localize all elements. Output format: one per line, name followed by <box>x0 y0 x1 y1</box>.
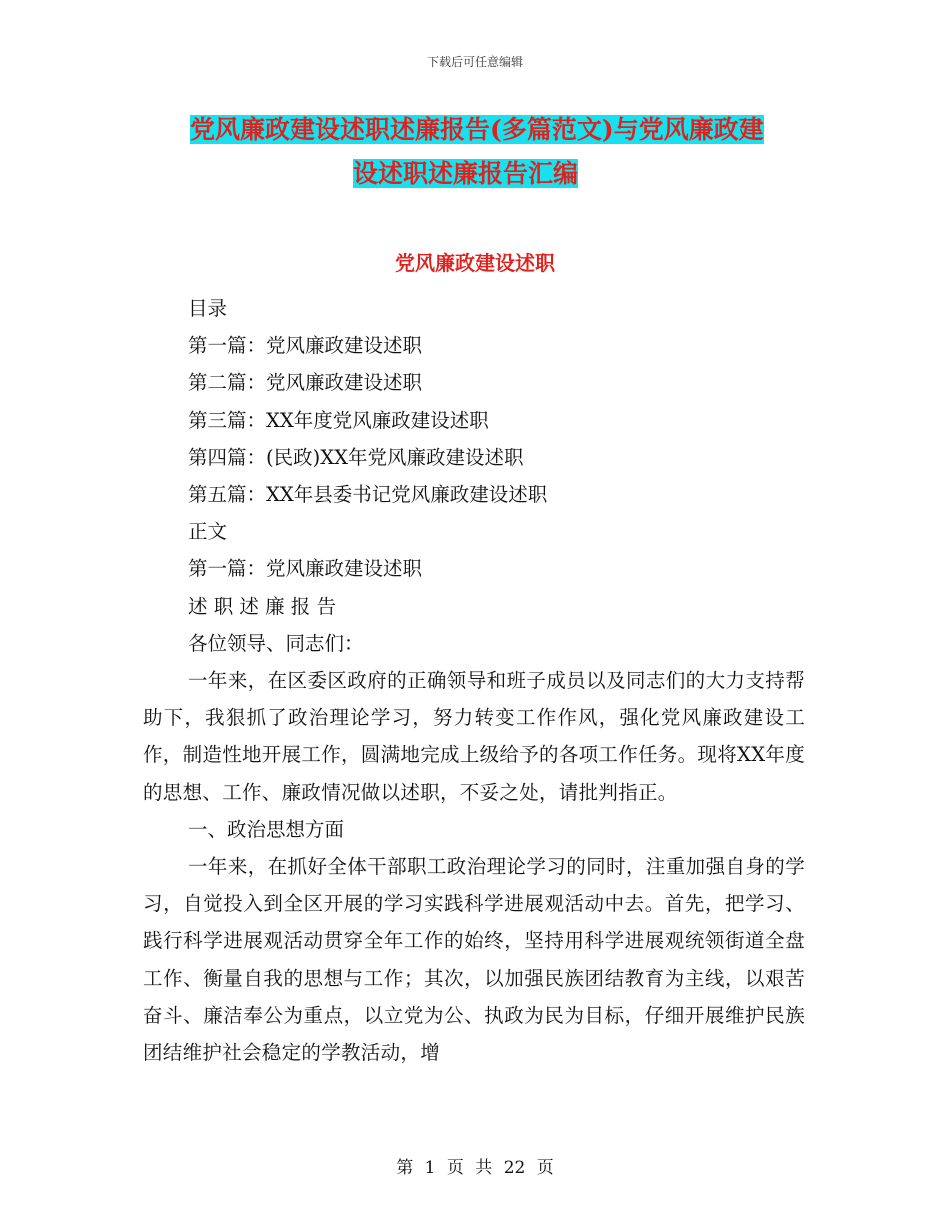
document-title-line-2 <box>190 152 810 196</box>
toc-item: 第五篇：XX年县委书记党风廉政建设述职 <box>188 483 548 507</box>
toc-item: 第一篇：党风廉政建设述职 <box>188 334 423 358</box>
page-footer: 第 1 页 共 22 页 <box>396 1158 554 1178</box>
title-highlight: 设述职述廉报告汇编 <box>353 159 579 188</box>
document-body <box>143 290 805 1071</box>
header-note: 下载后可任意编辑 <box>426 55 523 69</box>
toc-heading: 目录 <box>188 297 228 320</box>
first-article-heading: 第一篇：党风廉政建设述职 <box>188 557 423 581</box>
section-paragraph: 一年来，在抓好全体干部职工政治理论学习的同时，注重加强自身的学习，自觉投入到全区开展的学习实践科学进展观活动中去。首先，把学习、践行科学进展观活动贯穿全年工作的始终，坚持用科学进展观统领街道全盘工作、衡量自我的思想与工作；其次，以加强民族团结教育为主线，以艰苦奋斗、廉洁奉公为重点，以立党为公、执政为民为目标，仔细开展维护民族团结维护社会稳定的学教活动，增 <box>143 855 805 1065</box>
salutation: 各位领导、同志们： <box>188 631 364 655</box>
toc-item: 第四篇：(民政)XX年党风廉政建设述职 <box>188 445 524 469</box>
report-title: 述 职 述 廉 报 告 <box>188 594 336 618</box>
title-highlight: 党风廉政建设述职述廉报告(多篇范文)与党风廉政建 <box>190 115 764 144</box>
document-title-line-1 <box>190 108 810 152</box>
section-title: 党风廉政建设述职 <box>395 251 555 275</box>
toc-item: 第二篇：党风廉政建设述职 <box>188 371 423 395</box>
intro-paragraph: 一年来，在区委区政府的正确领导和班子成员以及同志们的大力支持帮助下，我狠抓了政治理论学习，努力转变工作作风，强化党风廉政建设工作，制造性地开展工作，圆满地完成上级给予的各项工作任务。现将XX年度的思想、工作、廉政情况做以述职，不妥之处，请批判指正。 <box>143 669 805 804</box>
main-heading: 正文 <box>188 520 228 544</box>
section-heading: 一、政治思想方面 <box>188 817 345 841</box>
document-title <box>190 108 810 196</box>
toc-item: 第三篇：XX年度党风廉政建设述职 <box>188 408 489 432</box>
